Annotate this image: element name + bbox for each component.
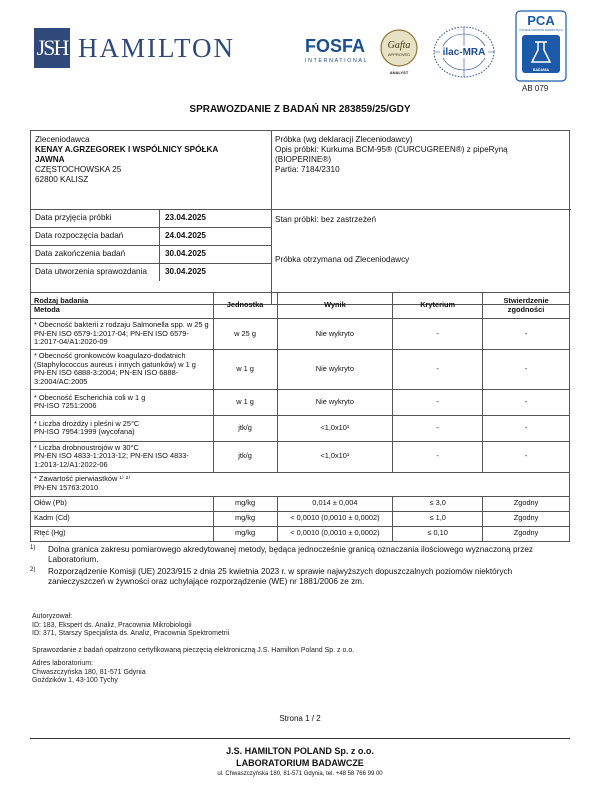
header-result: Wynik <box>277 293 393 319</box>
sample-received: Próbka otrzymana od Zleceniodawcy <box>275 255 410 264</box>
sample-condition: Stan próbki: bez zastrzeżeń <box>275 215 377 224</box>
client-name-line2: JAWNA <box>35 155 65 164</box>
table-row: * Obecność gronkowców koagulazo-dodatnich (Staphylococcus aureus i innych gatunków) w 1 g PN-EN ISO 6888-3:2004; PN-EN ISO 6888- 3:2004/AC:2005 w 1 g Nie wykryto - - <box>31 349 570 389</box>
sample-description-1: Opis próbki: Kurkuma BCM-95® (CURCUGREEN®) z pipeRyną <box>275 145 508 154</box>
sample-label: Próbka (wg deklaracji Zleceniodawcy) <box>275 135 413 144</box>
gafta-approved: APPROVED <box>387 52 411 57</box>
sample-info <box>275 135 567 175</box>
header-unit: Jednostka <box>213 293 277 319</box>
date-row: Data przyjęcia próbki 23.04.2025 <box>31 209 271 227</box>
hamilton-wordmark: HAMILTON <box>78 32 236 63</box>
footer-lab: LABORATORIUM BADAWCZE <box>236 758 364 768</box>
results-table <box>30 292 570 542</box>
authorization-block <box>32 613 229 639</box>
client-street: CZĘSTOCHOWSKA 25 <box>35 165 122 174</box>
sample-batch: Partia: 7184/2310 <box>275 165 340 174</box>
gafta-analyst: ANALYST <box>389 70 409 75</box>
table-row: Kadm (Cd) mg/kg < 0,0010 (0,0010 ± 0,0002) ≤ 1,0 Zgodny <box>31 511 570 526</box>
pca-wordmark: PCA <box>527 13 555 28</box>
date-row: Data rozpoczęcia badań 24.04.2025 <box>31 227 271 245</box>
fosfa-wordmark: FOSFA <box>305 36 366 56</box>
table-row: * Obecność bakterii z rodzaju Salmonella spp. w 25 g PN-EN ISO 6579-1:2017-04; PN-EN ISO 6579- 1:2017-04/A1:2020-09 w 25 g Nie wykryto - - <box>31 319 570 350</box>
table-row-metals-title: * Zawartość pierwiastków ¹⁾ ²⁾ PN-EN 15763:2010 <box>31 472 570 496</box>
authorized-person-1: ID: 183, Ekspert ds. Analiz, Pracownia Mikrobiologii <box>32 621 192 629</box>
report-title: SPRAWOZDANIE Z BADAŃ NR 283859/25/GDY <box>189 104 411 115</box>
pca-badania: BADANIA <box>532 68 550 72</box>
footer-company: J.S. HAMILTON POLAND Sp. z o.o. <box>226 746 374 756</box>
client-name-line1: KENAY A.GRZEGOREK I WSPÓLNICY SPÓŁKA <box>35 145 219 154</box>
lab-address-label: Adres laboratorium: <box>32 660 94 667</box>
fosfa-subtitle: INTERNATIONAL <box>305 58 369 64</box>
gafta-logo <box>377 28 421 76</box>
table-row: * Liczba drożdży i pleśni w 25°C PN-ISO 7954:1999 (wycofana) jtk/g <1,0x10¹ - - <box>31 415 570 441</box>
table-header-row <box>31 293 570 319</box>
ilac-wordmark: ilac-MRA <box>442 47 486 58</box>
pca-logo <box>515 10 567 82</box>
authorized-person-2: ID: 371, Starszy Specjalista ds. Analiz, Pracownia Spektrometrii <box>32 630 230 638</box>
pca-subtitle: POLSKIE CENTRUM AKREDYTACJI <box>519 29 563 32</box>
client-label: Zleceniodawca <box>35 135 90 144</box>
hamilton-monogram: JSH <box>34 28 70 68</box>
footnote-2: 2) Rozporządzenie Komisji (UE) 2023/915 z dnia 25 kwietnia 2023 r. w sprawie najwyższych dopuszczalnych poziomów niektórych zanieczyszczeń w żywności oraz uchylające rozporządzenie (WE) nr 1881/2006 ze zm. <box>30 567 513 586</box>
ilac-mra-logo <box>426 24 502 80</box>
client-city: 62800 KALISZ <box>35 175 89 184</box>
table-row: Ołów (Pb) mg/kg 0,014 ± 0,004 ≤ 3,0 Zgodny <box>31 496 570 511</box>
gafta-wordmark: Gafta <box>387 40 411 51</box>
lab-address-1: Chwaszczyńska 180, 81-571 Gdynia <box>32 668 146 676</box>
page-number: Strona 1 / 2 <box>279 714 321 723</box>
date-row: Data utworzenia sprawozdania 30.04.2025 <box>31 263 271 281</box>
header-conformity: Stwierdzenie zgodności <box>483 293 570 319</box>
seal-note: Sprawozdanie z badań opatrzono certyfikowaną pieczęcią elektroniczną J.S. Hamilton Poland Sp. z o.o. <box>32 647 355 654</box>
table-row: Rtęć (Hg) mg/kg < 0,0010 (0,0010 ± 0,0002) ≤ 0,10 Zgodny <box>31 526 570 541</box>
date-row: Data zakończenia badań 30.04.2025 <box>31 245 271 263</box>
accreditation-code: AB 079 <box>522 84 549 93</box>
lab-addresses <box>32 660 146 686</box>
fosfa-logo <box>305 36 375 64</box>
hamilton-logo <box>34 28 235 68</box>
footer-address: ul. Chwaszczyńska 180, 81-571 Gdynia, tel. +48 58 766 99 00 <box>217 771 383 777</box>
client-info <box>35 135 267 185</box>
client-sample-box <box>30 130 570 305</box>
table-row: * Liczba drobnoustrojów w 30°C PN-EN ISO 4833-1:2013-12; PN-EN ISO 4833- 1:2013-12/A1:2022-06 jtk/g <1,0x10¹ - - <box>31 441 570 472</box>
header-criterion: Kryterium <box>393 293 483 319</box>
authorized-label: Autoryzował: <box>32 613 73 620</box>
sample-description-2: (BIOPERINE®) <box>275 155 332 164</box>
table-row: * Obecność Escherichia coli w 1 g PN-ISO 7251:2006 w 1 g Nie wykryto - - <box>31 389 570 415</box>
lab-address-2: Goździków 1, 43-100 Tychy <box>32 677 118 685</box>
header-method: Rodzaj badania Metoda <box>31 293 214 319</box>
footnote-1: 1) Dolna granica zakresu pomiarowego akredytowanej metody, będąca jednocześnie granicą oznaczania ilościowego wyznaczoną przez Laboratorium. <box>30 545 534 564</box>
